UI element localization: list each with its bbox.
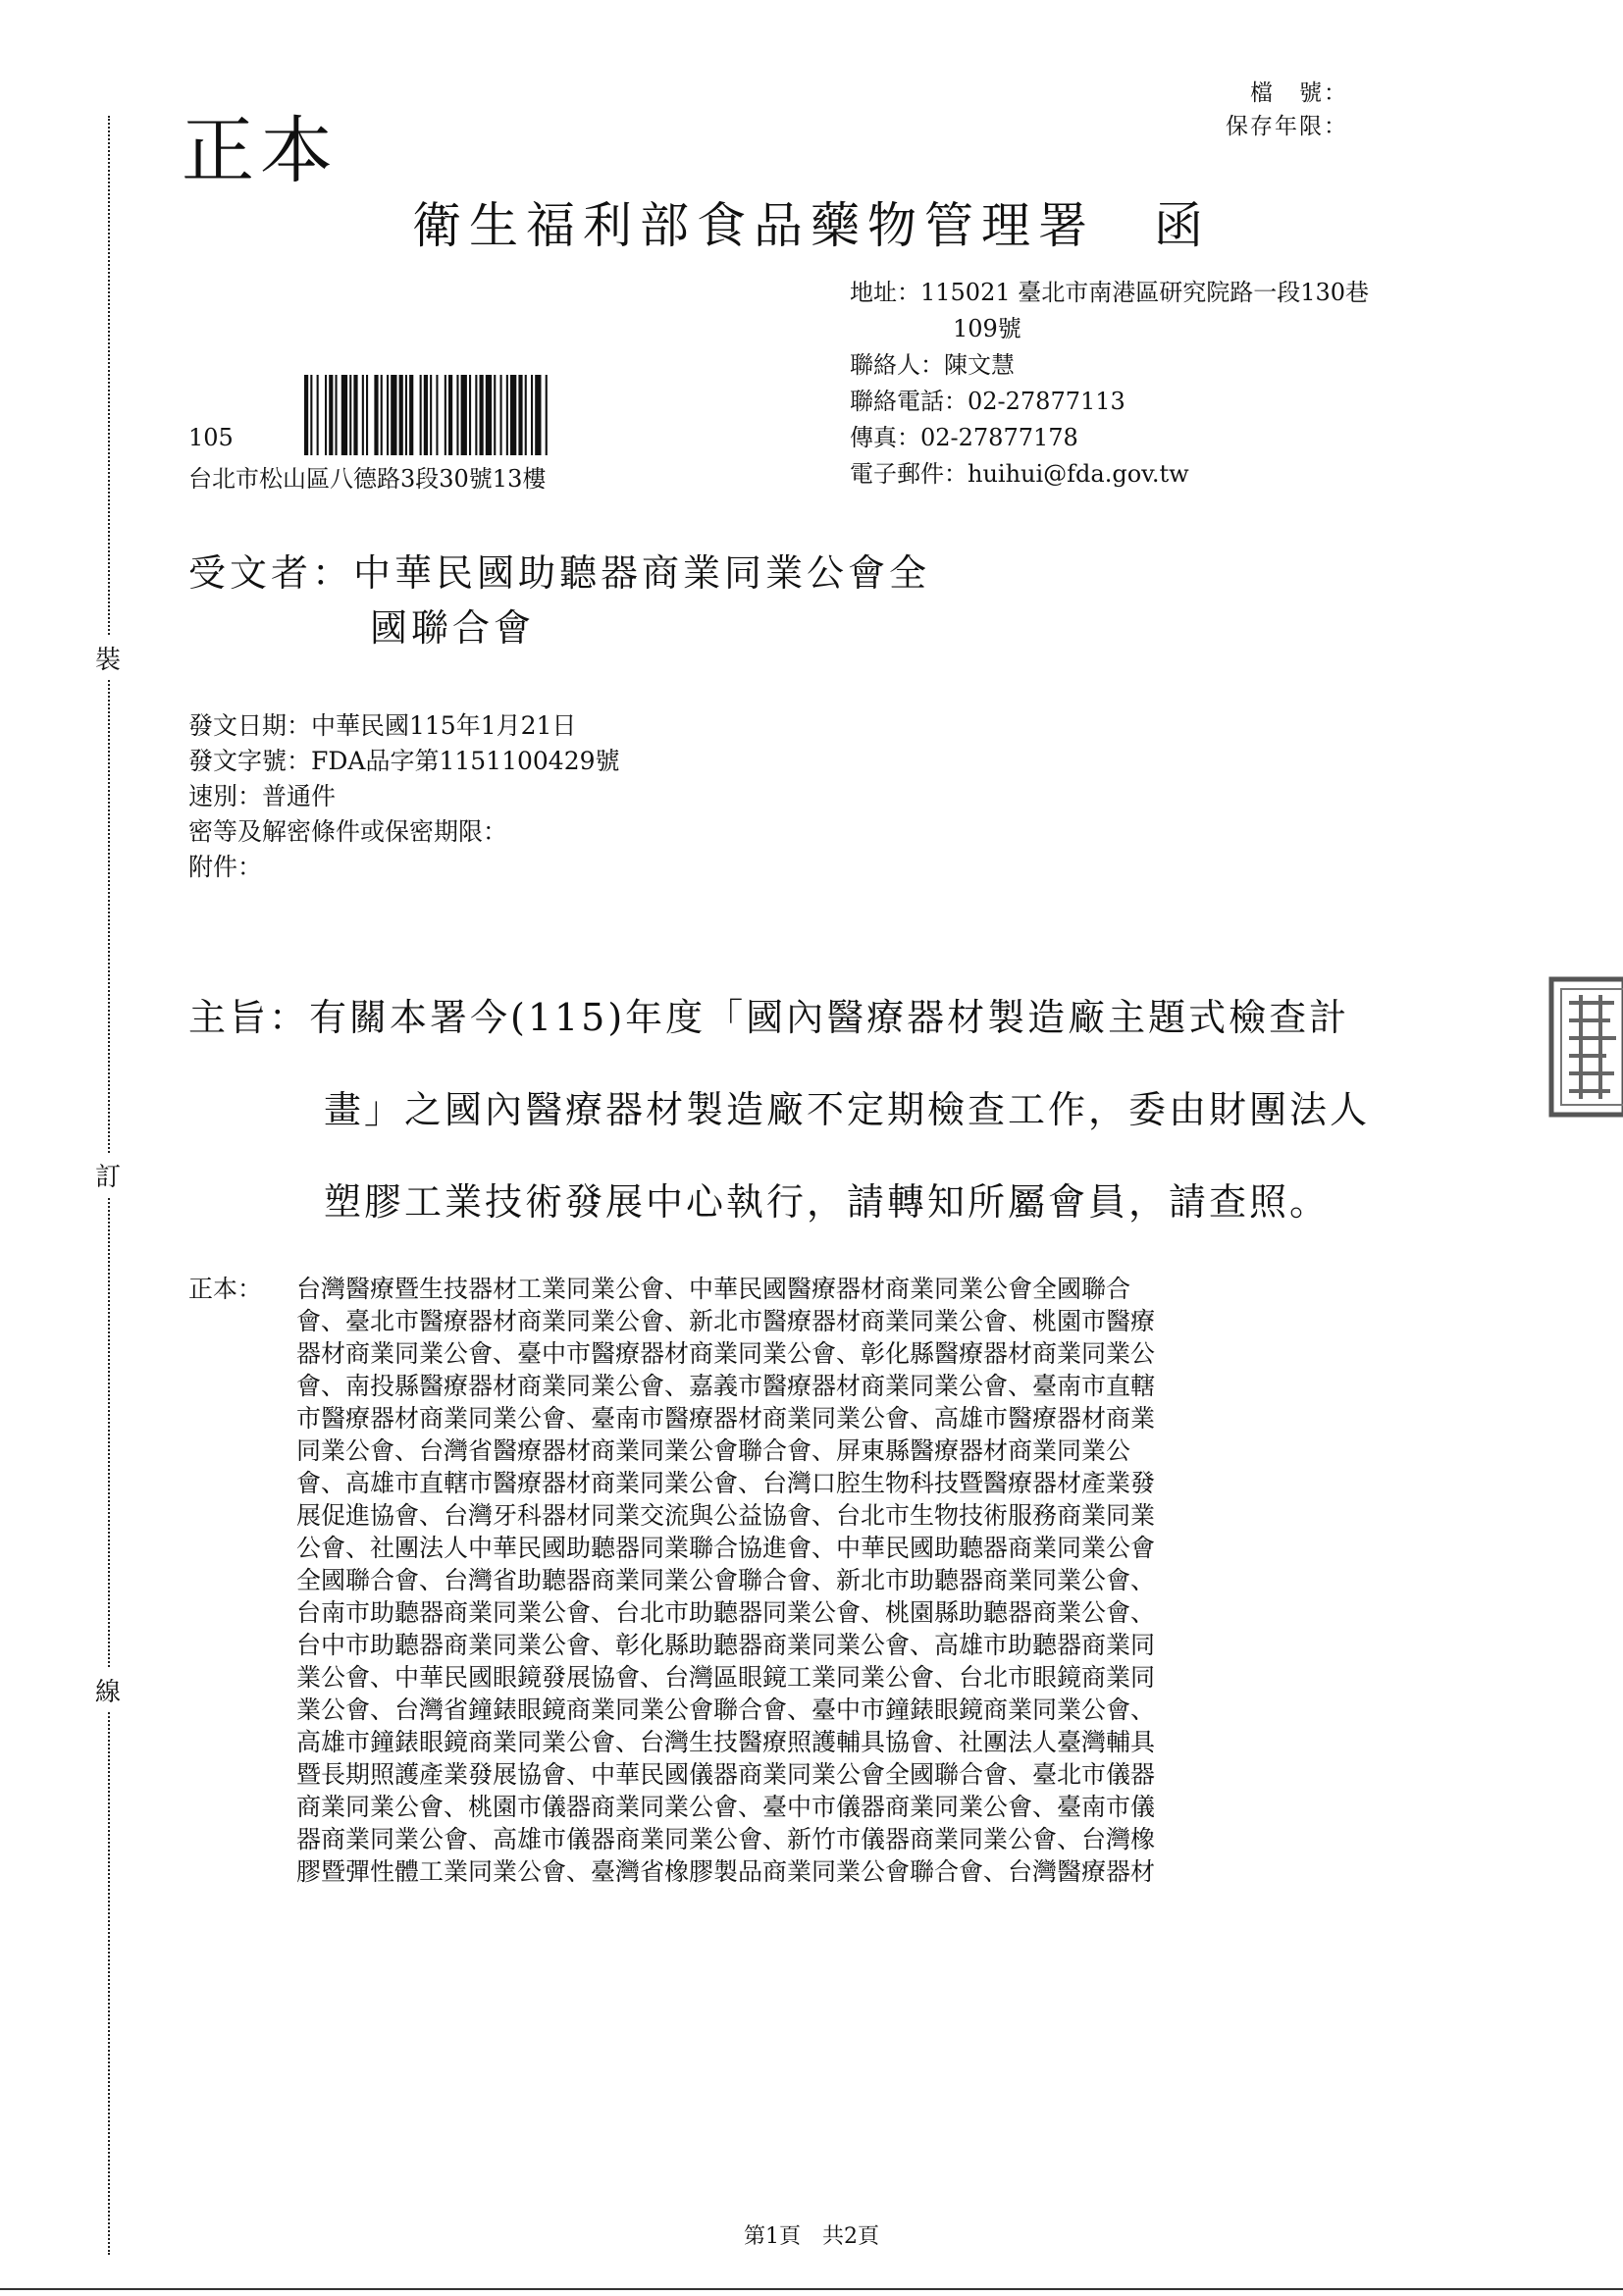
recipient-list-line: 會、南投縣醫療器材商業同業公會、嘉義市醫療器材商業同業公會、臺南市直轄 — [296, 1372, 1156, 1400]
original-recipients-label: 正本： — [188, 1275, 263, 1303]
recipient-list-line: 台中市助聽器商業同業公會、彰化縣助聽器商業同業公會、高雄市助聽器商業同 — [296, 1631, 1156, 1659]
recipient-list-line: 台灣醫療暨生技器材工業同業公會、中華民國醫療器材商業同業公會全國聯合 — [296, 1275, 1131, 1303]
issuance-info — [188, 708, 620, 885]
recipient-list-line: 器材商業同業公會、臺中市醫療器材商業同業公會、彰化縣醫療器材商業同業公 — [296, 1339, 1156, 1368]
retention-period-label: 保存年限： — [1226, 114, 1348, 139]
contact-fax: 傳真：02-27877178 — [850, 424, 1078, 451]
recipient-list-line: 展促進協會、台灣牙科器材同業交流與公益協會、台北市生物技術服務商業同業 — [296, 1501, 1156, 1530]
recipient-list-line: 業公會、台灣省鐘錶眼鏡商業同業公會聯合會、臺中市鐘錶眼鏡商業同業公會、 — [296, 1696, 1156, 1724]
recipient-list-line: 器商業同業公會、高雄市儀器商業同業公會、新竹市儀器商業同業公會、台灣橡 — [296, 1825, 1156, 1853]
original-recipients — [188, 1273, 1454, 1888]
agency-name: 衛生福利部食品藥物管理署 — [412, 197, 1095, 254]
recipient-list-line: 會、臺北市醫療器材商業同業公會、新北市醫療器材商業同業公會、桃園市醫療 — [296, 1307, 1156, 1335]
recipient-list-line: 暨長期照護產業發展協會、中華民國儀器商業同業公會全國聯合會、臺北市儀器 — [296, 1760, 1156, 1789]
address-line-2: 109號 — [953, 315, 1021, 342]
delivery-speed: 速別：普通件 — [188, 782, 337, 810]
address-line-1: 地址：115021 臺北市南港區研究院路一段130巷 — [850, 279, 1370, 306]
recipient-list-line: 膠暨彈性體工業同業公會、臺灣省橡膠製品商業同業公會聯合會、台灣醫療器材 — [296, 1857, 1156, 1886]
document-title — [0, 186, 1623, 257]
attachment: 附件： — [188, 853, 263, 881]
archive-info — [1226, 77, 1348, 143]
secrecy-level: 密等及解密條件或保密期限： — [188, 817, 508, 846]
bottom-edge-rule — [0, 2288, 1623, 2290]
subject-line-3: 塑膠工業技術發展中心執行，請轉知所屬會員，請查照。 — [324, 1180, 1331, 1224]
recipient-list-line: 全國聯合會、台灣省助聽器商業同業公會聯合會、新北市助聽器商業同業公會、 — [296, 1566, 1156, 1594]
recipient-list-line: 會、高雄市直轄市醫療器材商業同業公會、台灣口腔生物科技暨醫療器材產業發 — [296, 1469, 1156, 1497]
recipient-list-line: 業公會、中華民國眼鏡發展協會、台灣區眼鏡工業同業公會、台北市眼鏡商業同 — [296, 1663, 1156, 1692]
postal-code: 105 — [188, 424, 234, 451]
subject-line-2: 畫」之國內醫療器材製造廠不定期檢查工作，委由財團法人 — [324, 1088, 1371, 1131]
original-copy-stamp: 正本 — [182, 109, 339, 193]
file-number-label: 檔 號： — [1250, 80, 1348, 106]
binding-mark-middle: 訂 — [95, 1153, 121, 1197]
document-type: 函 — [1154, 197, 1211, 254]
official-seal-stamp — [1545, 973, 1623, 1121]
recipient — [188, 546, 930, 655]
contact-block — [850, 275, 1369, 493]
binding-mark-top: 裝 — [95, 636, 121, 680]
recipient-line-1: 受文者：中華民國助聽器商業同業公會全 — [188, 551, 931, 595]
subject — [188, 971, 1370, 1248]
recipient-list-line: 公會、社團法人中華民國助聽器同業聯合協進會、中華民國助聽器商業同業公會 — [296, 1534, 1156, 1562]
issue-date: 發文日期：中華民國115年1月21日 — [188, 711, 577, 740]
subject-line-1: 主旨：有關本署今(115)年度「國內醫療器材製造廠主題式檢查計 — [188, 996, 1350, 1039]
original-recipients-list — [188, 1273, 1454, 1888]
issue-number: 發文字號：FDA品字第1151100429號 — [188, 747, 620, 775]
recipient-list-line: 市醫療器材商業同業公會、臺南市醫療器材商業同業公會、高雄市醫療器材商業 — [296, 1404, 1156, 1433]
contact-phone: 聯絡電話：02-27877113 — [850, 388, 1126, 415]
contact-person: 聯絡人：陳文慧 — [850, 351, 1015, 379]
postal-barcode — [304, 375, 679, 455]
page-number: 第1頁 共2頁 — [744, 2224, 879, 2249]
recipient-list-line: 同業公會、台灣省醫療器材商業同業公會聯合會、屏東縣醫療器材商業同業公 — [296, 1436, 1131, 1465]
recipient-list-line: 高雄市鐘錶眼鏡商業同業公會、台灣生技醫療照護輔具協會、社團法人臺灣輔具 — [296, 1728, 1156, 1756]
recipient-line-2: 國聯合會 — [370, 606, 536, 650]
binding-mark-bottom: 線 — [95, 1668, 121, 1712]
mailing-address: 台北市松山區八德路3段30號13樓 — [188, 465, 547, 493]
recipient-list-line: 商業同業公會、桃園市儀器商業同業公會、臺中市儀器商業同業公會、臺南市儀 — [296, 1793, 1156, 1821]
contact-email: 電子郵件：huihui@fda.gov.tw — [850, 460, 1189, 488]
recipient-list-line: 台南市助聽器商業同業公會、台北市助聽器同業公會、桃園縣助聽器商業公會、 — [296, 1598, 1156, 1627]
